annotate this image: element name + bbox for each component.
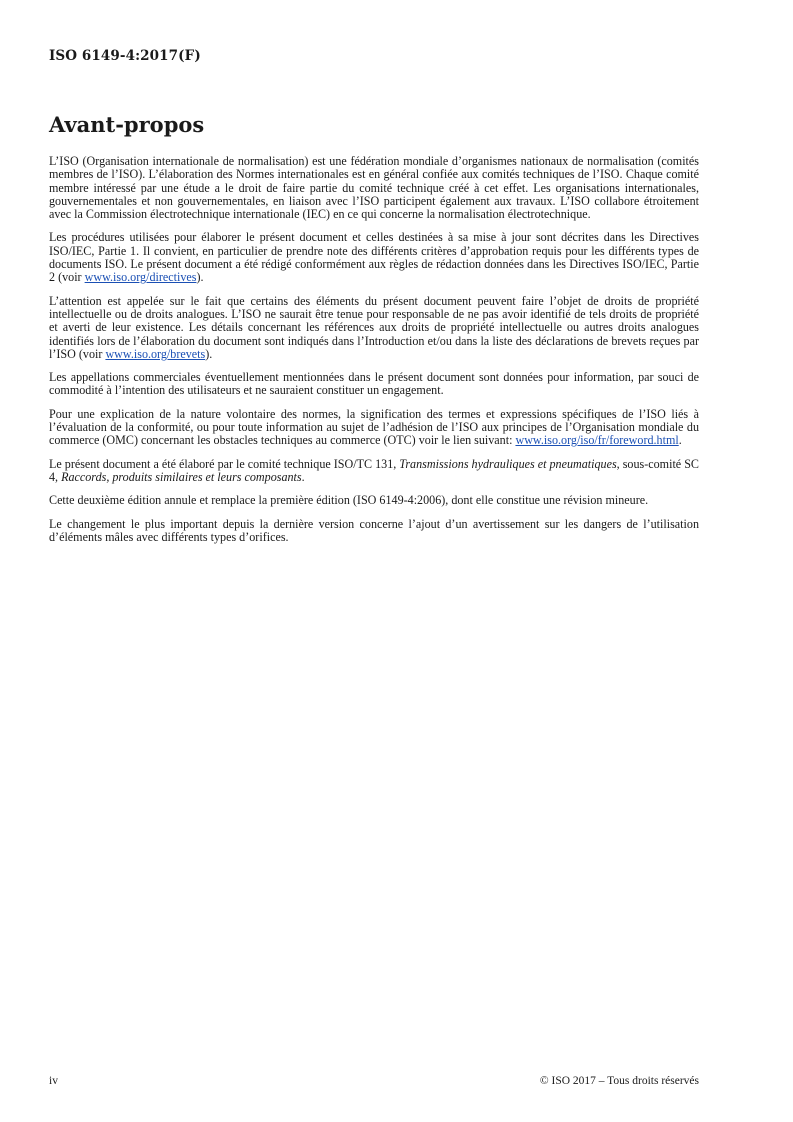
paragraph-changes: Le changement le plus important depuis la dernière version concerne l’ajout d’un avertissement sur les dangers de l’utilisation d’éléments mâles avec différents types d’orifices. (49, 516, 699, 544)
paragraph-trade-names: Les appellations commerciales éventuellement mentionnées dans le présent document sont données pour information, par souci de commodité à l’intention des utilisateurs et ne sauraient constituer un engagement. (49, 370, 699, 398)
copyright-notice: © ISO 2017 – Tous droits réservés (539, 1075, 699, 1087)
paragraph-iso-intro: L’ISO (Organisation internationale de normalisation) est une fédération mondiale d’organismes nationaux de normalisation (comités membres de l’ISO). L’élaboration des Normes internationales est en général confiée aux comités techniques de l’ISO. Chaque comité membre intéressé par une étude a le droit de faire partie du comité technique créé à cet effet. Les organisations internationales, gouvernementales et non gouvernementales, en liaison avec l’ISO participent également aux travaux. L’ISO collabore étroitement avec la Commission électrotechnique internationale (IEC) en ce qui concerne la normalisation électrotechnique. (49, 154, 699, 222)
paragraph-procedures: Les procédures utilisées pour élaborer le présent document et celles destinées à sa mise à jour sont décrites dans les Directives ISO/IEC, Partie 1. Il convient, en particulier de prendre note des différents critères d’approbation requis pour les différents types de documents ISO. Le présent document a été rédigé conformément aux règles de rédaction données dans les Directives ISO/IEC, Partie 2 (voir www.iso.org/directives). (49, 230, 699, 285)
paragraph-voluntary-nature: Pour une explication de la nature volontaire des normes, la signification des termes et expressions spécifiques de l’ISO liés à l’évaluation de la conformité, ou pour toute information au sujet de l’adhésion de l’ISO aux principes de l’Organisation mondiale du commerce (OMC) concernant les obstacles techniques au commerce (OTC) voir le lien suivant: www.iso.org/iso/fr/foreword.html. (49, 406, 699, 448)
paragraph-committee: Le présent document a été élaboré par le comité technique ISO/TC 131, Transmissions hydrauliques et pneumatiques, sous-comité SC 4, Raccords, produits similaires et leurs composants. (49, 456, 699, 484)
page-title: Avant-propos (49, 112, 205, 137)
paragraph-patents: L’attention est appelée sur le fait que certains des éléments du présent document peuvent faire l’objet de droits de propriété intellectuelle ou de droits analogues. L’ISO ne saurait être tenue pour responsable de ne pas avoir identifié de tels droits de propriété et averti de leur existence. Les détails concernant les références aux droits de propriété intellectuelle ou autres droits analogues identifiés lors de l’élaboration du document sont indiqués dans l’Introduction et/ou dans la liste des déclarations de brevets reçues par l’ISO (voir www.iso.org/brevets). (49, 293, 699, 361)
page-number: iv (49, 1075, 58, 1087)
document-id: ISO 6149-4:2017(F) (49, 48, 201, 64)
document-body (49, 155, 699, 554)
paragraph-edition: Cette deuxième édition annule et remplace la première édition (ISO 6149-4:2006), dont elle constitue une révision mineure. (49, 493, 649, 508)
patents-link[interactable]: www.iso.org/brevets (105, 346, 206, 361)
foreword-link[interactable]: www.iso.org/iso/fr/foreword.html (515, 433, 679, 448)
directives-link[interactable]: www.iso.org/directives (84, 270, 197, 285)
